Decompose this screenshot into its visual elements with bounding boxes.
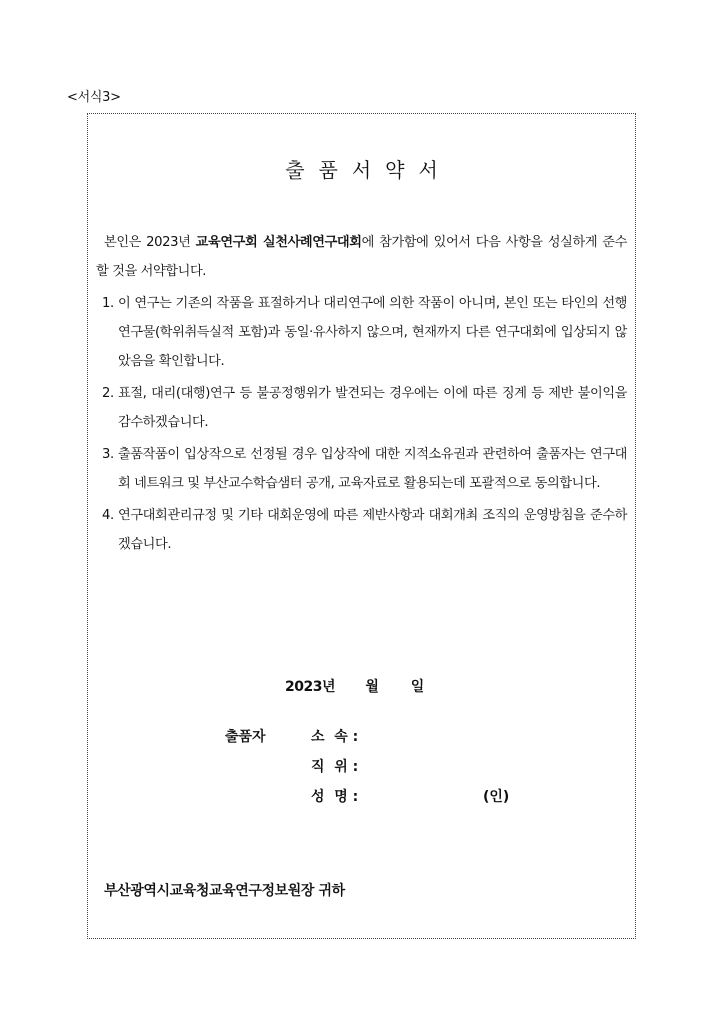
pledge-item	[96, 440, 627, 498]
submitter-label: 출품자	[225, 729, 266, 745]
date-year: 2023년	[285, 679, 335, 695]
pledge-item-text: 연구대회관리규정 및 기타 대회운영에 따른 제반사항과 대회개최 조직의 운영방침을 준수하겠습니다.	[118, 508, 627, 552]
pledge-item	[96, 289, 627, 376]
name-label: 성 명 :	[311, 789, 359, 805]
pledge-item-number: 2.	[102, 386, 114, 401]
document-title: 출품서약서	[285, 158, 452, 182]
pledge-item	[96, 379, 627, 437]
pledge-body	[96, 228, 627, 562]
date-line	[285, 676, 424, 696]
date-month: 월	[365, 679, 379, 695]
contest-name: 교육연구회 실천사례연구대회	[195, 235, 362, 250]
affiliation-label: 소 속 :	[311, 729, 359, 745]
pledge-item-text: 이 연구는 기존의 작품을 표절하거나 대리연구에 의한 작품이 아니며, 본인 또는 타인의 선행연구물(학위취득실적 포함)과 동일·유사하지 않으며, 현재까지 다른 연구대회에 입상되지 않았음을 확인합니다.	[118, 296, 627, 369]
pledge-item	[96, 501, 627, 559]
intro-pre: 본인은 2023년	[104, 235, 196, 250]
pledge-item-text: 표절, 대리(대행)연구 등 불공정행위가 발견되는 경우에는 이에 따른 징계 등 제반 불이익을 감수하겠습니다.	[118, 386, 627, 430]
intro-post: 에 참가함에 있어서 다음 사항을 성실하게 준수할 것을 서약합니다.	[96, 235, 627, 279]
pledge-item-text: 출품작품이 입상작으로 선정될 경우 입상작에 대한 지적소유권과 관련하여 출품자는 연구대회 네트워크 및 부산교수학습샘터 공개, 교육자료로 활용되는데 포괄적으로 동의합니다.	[118, 447, 627, 491]
recipient: 부산광역시교육청교육연구정보원장 귀하	[104, 883, 345, 899]
pledge-item-number: 4.	[102, 508, 114, 523]
position-label: 직 위 :	[311, 759, 359, 775]
pledge-form	[87, 113, 636, 939]
pledge-items	[96, 289, 627, 559]
date-day: 일	[410, 679, 424, 695]
form-code: <서식3>	[67, 90, 121, 105]
pledge-item-number: 1.	[102, 296, 114, 311]
pledge-item-number: 3.	[102, 447, 114, 462]
seal-mark: (인)	[483, 789, 510, 805]
intro-paragraph	[96, 228, 627, 286]
